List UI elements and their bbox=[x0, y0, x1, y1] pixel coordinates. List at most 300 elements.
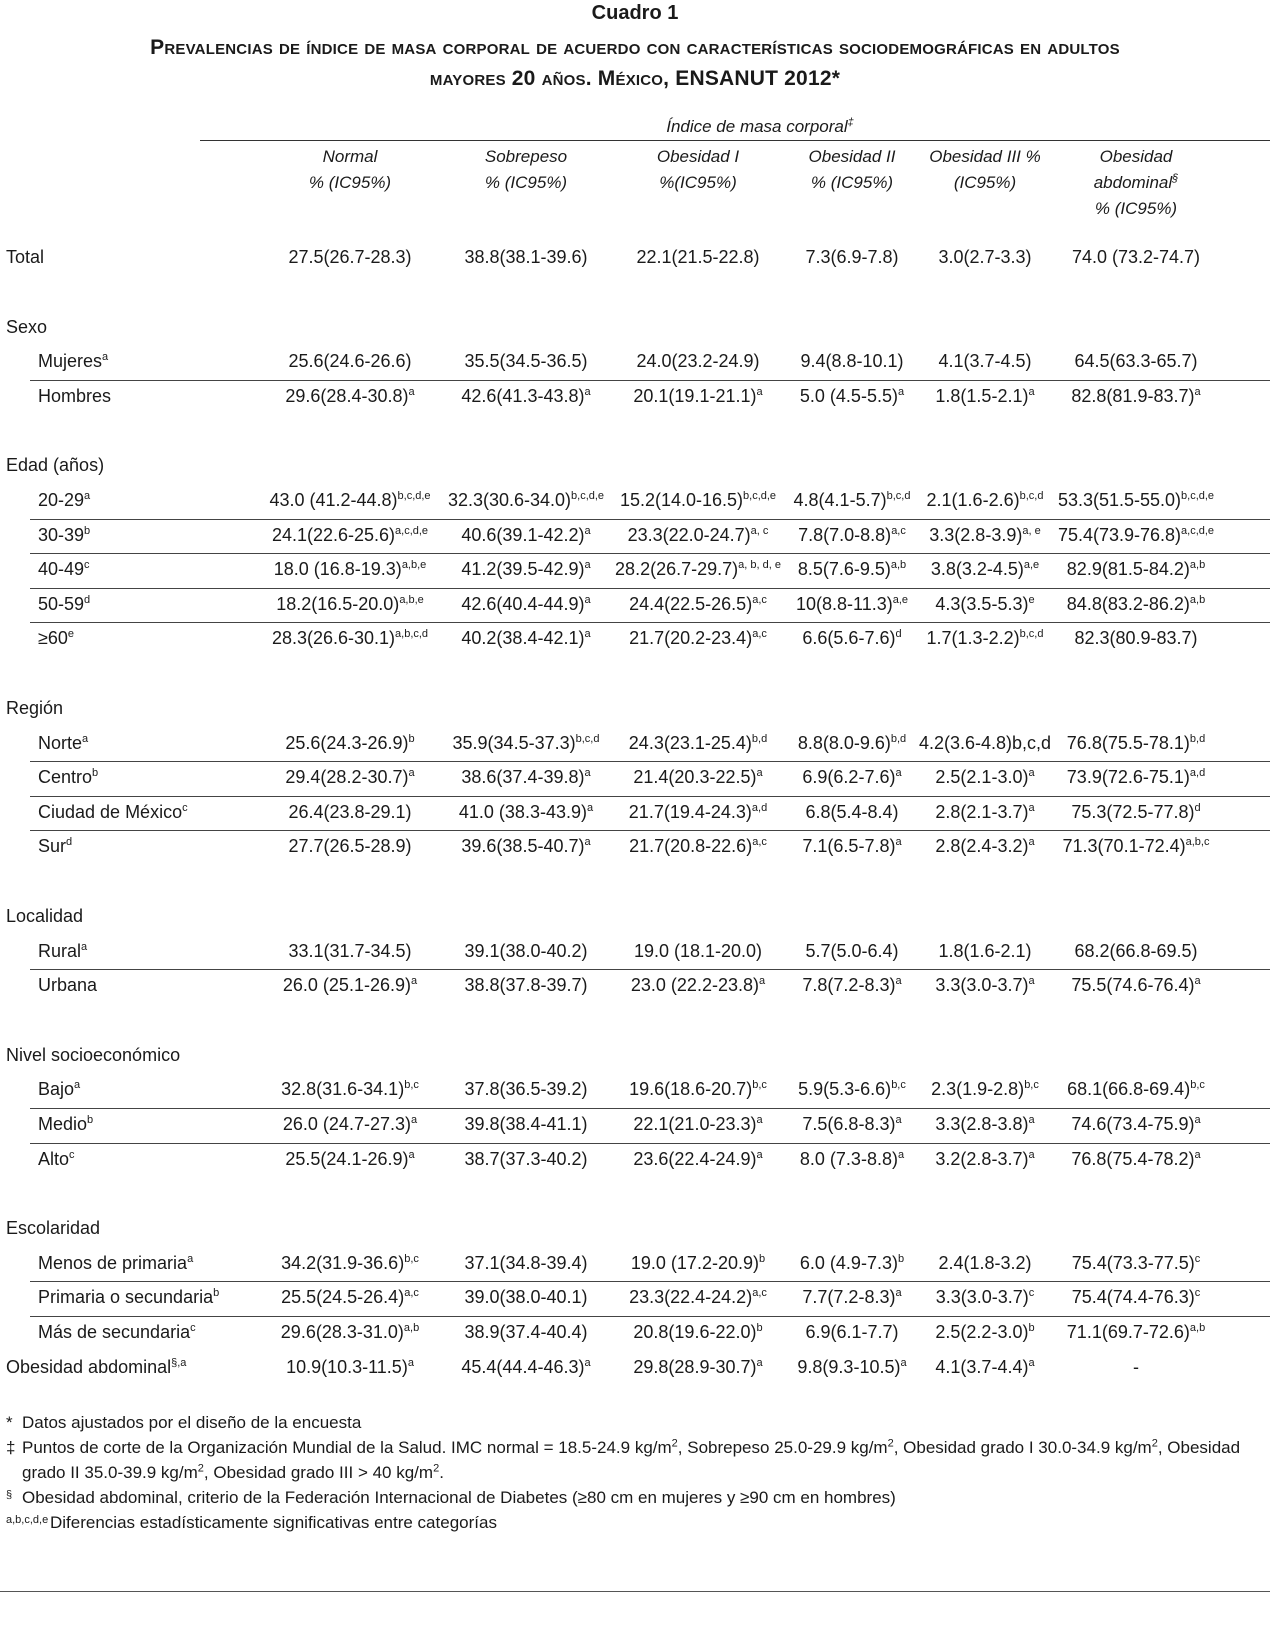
table-cell bbox=[1031, 733, 1241, 754]
table-cell bbox=[1031, 351, 1241, 372]
table-cell bbox=[1031, 767, 1241, 788]
cell-value: 40.6(39.1-42.2) bbox=[461, 524, 585, 545]
cell-value: 2.8(2.1-3.7) bbox=[935, 801, 1029, 822]
cell-value: - bbox=[1133, 1356, 1139, 1377]
table-cell bbox=[1031, 525, 1241, 546]
row-label-superscript: c bbox=[182, 801, 188, 814]
row-label-superscript: a bbox=[84, 490, 91, 502]
table-row bbox=[30, 519, 1270, 555]
cell-significance: a bbox=[408, 767, 415, 780]
row-label-text: Ciudad de México bbox=[38, 801, 183, 822]
cell-value: 22.1(21.5-22.8) bbox=[636, 247, 760, 267]
table-row bbox=[30, 1281, 1270, 1317]
cell-value: 73.9(72.6-75.1) bbox=[1066, 767, 1190, 788]
cell-value: 6.9(6.2-7.6) bbox=[802, 767, 896, 788]
cell-value: 74.6(73.4-75.9) bbox=[1071, 1114, 1195, 1134]
table-row bbox=[0, 1316, 1270, 1351]
row-label-text: 50-59 bbox=[38, 593, 85, 614]
cell-value: 82.3(80.9-83.7) bbox=[1074, 628, 1198, 649]
cell-value: 43.0 (41.2-44.8) bbox=[269, 490, 398, 510]
cell-significance: c bbox=[1028, 1287, 1035, 1300]
cell-value: 23.0 (22.2-23.8) bbox=[630, 975, 759, 996]
column-header-line-1: Normal bbox=[322, 147, 378, 166]
column-header-line-2-text: % (IC95%) bbox=[810, 173, 894, 192]
row-label bbox=[6, 247, 44, 268]
row-label-text: Sur bbox=[38, 836, 67, 857]
table-row bbox=[0, 380, 1270, 415]
section-title: Región bbox=[6, 698, 64, 718]
row-label-superscript: a bbox=[81, 940, 88, 953]
cell-value: 71.3(70.1-72.4) bbox=[1062, 836, 1186, 857]
table-cell bbox=[1031, 490, 1241, 511]
cell-significance: a,c bbox=[752, 836, 767, 849]
cell-value: 74.0 (73.2-74.7) bbox=[1071, 247, 1201, 267]
column-header-line-1: Sobrepeso bbox=[484, 147, 568, 166]
column-header-line-2-text: %(IC95%) bbox=[659, 173, 737, 192]
cell-significance: a bbox=[897, 385, 905, 398]
cell-significance: a bbox=[895, 767, 902, 780]
row-label-superscript: d bbox=[84, 593, 91, 606]
cell-significance: a bbox=[584, 385, 591, 398]
cell-value: 7.3(6.9-7.8) bbox=[805, 247, 899, 267]
cell-value: 19.6(18.6-20.7) bbox=[629, 1079, 753, 1100]
cell-value: 20.8(19.6-22.0) bbox=[633, 1322, 757, 1342]
section-title: Escolaridad bbox=[6, 1218, 101, 1239]
cell-value: 7.8(7.0-8.8) bbox=[798, 524, 892, 545]
cell-value: 5.7(5.0-6.4) bbox=[805, 940, 899, 961]
cell-value: 15.2(14.0-16.5) bbox=[619, 490, 744, 510]
cell-significance: a bbox=[1028, 385, 1035, 398]
cell-value: 3.3(2.8-3.8) bbox=[935, 1114, 1029, 1134]
cell-significance: a bbox=[897, 1148, 905, 1161]
cell-value: 53.3(51.5-55.0) bbox=[1057, 490, 1182, 510]
cell-significance: a, c bbox=[750, 524, 769, 537]
table-row bbox=[0, 1143, 1270, 1178]
cell-value: 41.2(39.5-42.9) bbox=[461, 559, 585, 580]
row-label bbox=[38, 1322, 196, 1343]
cell-value: 2.4(1.8-3.2) bbox=[938, 1252, 1032, 1273]
cell-significance: a bbox=[758, 975, 766, 988]
row-label-superscript: c bbox=[84, 559, 90, 572]
cell-value: 29.6(28.3-31.0) bbox=[280, 1322, 404, 1342]
row-label-text: Alto bbox=[38, 1148, 70, 1169]
column-header-line-1: Obesidad II bbox=[808, 147, 896, 166]
cell-significance: b,d bbox=[751, 732, 768, 745]
row-label bbox=[38, 975, 97, 996]
cell-value: 68.1(66.8-69.4) bbox=[1067, 1079, 1191, 1100]
cell-significance: a bbox=[584, 836, 591, 849]
superscript-2: 2 bbox=[1151, 1437, 1158, 1450]
cell-significance: c bbox=[1194, 1287, 1201, 1300]
cell-significance: a bbox=[895, 975, 902, 988]
superscript-2: 2 bbox=[887, 1437, 894, 1450]
cell-significance: b,d bbox=[1189, 732, 1206, 745]
cell-value: 7.5(6.8-8.3) bbox=[802, 1114, 896, 1134]
table-cell bbox=[1031, 628, 1241, 649]
cell-value: 1.8(1.6-2.1) bbox=[938, 940, 1032, 961]
cell-significance: a bbox=[1028, 801, 1035, 814]
footnote-1-mark: * bbox=[6, 1413, 13, 1432]
table-row bbox=[30, 727, 1270, 763]
cell-significance: a bbox=[408, 385, 415, 398]
cell-value: 18.0 (16.8-19.3) bbox=[273, 559, 402, 580]
cell-significance: a,e bbox=[1023, 559, 1040, 572]
footnote-2-text-e: , Obesidad grado III > 40 kg/m bbox=[203, 1463, 434, 1482]
cell-significance: a,e bbox=[892, 593, 909, 606]
cell-value: 21.7(20.2-23.4) bbox=[629, 628, 753, 649]
row-label bbox=[38, 559, 90, 580]
footnote-2-text-a: Puntos de corte de la Organización Mundial de la Salud. IMC normal = 18.5-24.9 kg/m bbox=[22, 1438, 672, 1457]
cell-value: 38.8(38.1-39.6) bbox=[464, 247, 588, 267]
cell-value: 3.0(2.7-3.3) bbox=[938, 247, 1032, 267]
cell-significance: a bbox=[895, 836, 902, 849]
column-header-line-2-text: abdominal bbox=[1093, 173, 1173, 192]
cell-value: 4.8(4.1-5.7) bbox=[793, 490, 887, 510]
cell-value: 28.2(26.7-29.7) bbox=[615, 559, 739, 580]
cell-value: 7.8(7.2-8.3) bbox=[802, 975, 896, 996]
table-row bbox=[0, 1351, 1270, 1386]
row-label bbox=[38, 628, 74, 649]
row-label bbox=[38, 351, 108, 372]
cell-value: 26.0 (25.1-26.9) bbox=[282, 975, 411, 996]
header-rule bbox=[200, 140, 1270, 141]
cell-value: 26.4(23.8-29.1) bbox=[288, 801, 412, 822]
table-row bbox=[30, 588, 1270, 624]
table-row bbox=[30, 1073, 1270, 1109]
cell-significance: a, e bbox=[1022, 524, 1041, 537]
footnote-3-mark: § bbox=[6, 1489, 13, 1501]
cell-value: 2.1(1.6-2.6) bbox=[926, 490, 1020, 510]
column-header bbox=[265, 144, 435, 196]
cell-significance: a bbox=[1194, 1114, 1201, 1126]
cell-significance: b,c,d bbox=[886, 490, 911, 502]
row-label-text: Mujeres bbox=[38, 351, 103, 372]
table-cell bbox=[1031, 1114, 1241, 1135]
cell-significance: a bbox=[756, 385, 763, 398]
cell-value: 28.3(26.6-30.1) bbox=[271, 628, 396, 649]
table-cell bbox=[1031, 802, 1241, 823]
superscript-2: 2 bbox=[433, 1462, 440, 1475]
cell-significance: a,c,d,e bbox=[1181, 524, 1215, 537]
cell-value: 75.4(73.9-76.8) bbox=[1057, 524, 1182, 545]
row-label-text: Norte bbox=[38, 732, 83, 753]
cell-significance: b bbox=[758, 1252, 766, 1265]
cell-significance: a bbox=[1028, 975, 1035, 988]
cell-value: 8.8(8.0-9.6) bbox=[797, 732, 891, 753]
table-number: Cuadro 1 bbox=[591, 2, 679, 24]
cell-significance: a bbox=[584, 1356, 591, 1369]
imc-group-label: Índice de masa corporal bbox=[666, 117, 848, 136]
footnote-4-mark: a,b,c,d,e bbox=[6, 1514, 49, 1526]
cell-value: 27.7(26.5-28.9) bbox=[288, 836, 412, 857]
column-header-line-2 bbox=[613, 170, 783, 196]
cell-significance: a bbox=[900, 1356, 907, 1369]
cell-significance: d bbox=[895, 628, 902, 641]
table-row bbox=[0, 830, 1270, 865]
cell-significance: a,c bbox=[752, 593, 767, 606]
cell-value: 34.2(31.9-36.6) bbox=[281, 1252, 405, 1273]
cell-value: 35.9(34.5-37.3) bbox=[452, 732, 576, 753]
cell-significance: a bbox=[1028, 767, 1035, 780]
cell-value: 6.0 (4.9-7.3) bbox=[799, 1252, 898, 1273]
cell-significance: a bbox=[1028, 836, 1035, 849]
cell-significance: b,c,d bbox=[1019, 490, 1044, 502]
cell-value: 3.3(3.0-3.7) bbox=[935, 975, 1029, 996]
cell-value: 1.7(1.3-2.2) bbox=[926, 628, 1020, 649]
cell-significance: b,c,d bbox=[1019, 628, 1044, 641]
row-label bbox=[38, 386, 111, 407]
row-label bbox=[38, 525, 90, 546]
bottom-rule bbox=[0, 1591, 1270, 1592]
row-label bbox=[38, 1079, 80, 1100]
cell-value: 45.4(44.4-46.3) bbox=[461, 1356, 585, 1377]
row-label-superscript: a bbox=[82, 732, 89, 745]
cell-value: 10(8.8-11.3) bbox=[795, 593, 893, 614]
cell-significance: a bbox=[756, 1148, 763, 1161]
table-title-line-2: mayores 20 años. México, ENSANUT 2012* bbox=[429, 67, 841, 90]
cell-value: 39.8(38.4-41.1) bbox=[464, 1114, 588, 1134]
column-header-line-2-text: (IC95%) bbox=[953, 173, 1017, 192]
cell-significance: a bbox=[586, 801, 594, 814]
cell-value: 76.8(75.5-78.1) bbox=[1066, 732, 1190, 753]
cell-value: 29.8(28.9-30.7) bbox=[633, 1356, 757, 1377]
cell-significance: a bbox=[410, 975, 418, 988]
cell-value: 75.4(74.4-76.3) bbox=[1071, 1287, 1195, 1308]
cell-value: 10.9(10.3-11.5) bbox=[286, 1356, 408, 1377]
column-header bbox=[613, 144, 783, 196]
cell-value: 76.8(75.4-78.2) bbox=[1071, 1148, 1195, 1169]
cell-value: 42.6(41.3-43.8) bbox=[461, 385, 585, 406]
cell-value: 9.4(8.8-10.1) bbox=[800, 351, 904, 372]
cell-significance: a bbox=[1194, 1148, 1201, 1161]
footnote-3 bbox=[6, 1485, 1266, 1510]
table-title-line-1: Prevalencias de índice de masa corporal de acuerdo con características sociodemográficas en adultos bbox=[150, 36, 1120, 59]
cell-value: 8.5(7.6-9.5) bbox=[797, 559, 891, 580]
cell-value: 75.3(72.5-77.8) bbox=[1071, 801, 1195, 822]
row-label bbox=[38, 1114, 93, 1135]
cell-value: 82.8(81.9-83.7) bbox=[1071, 385, 1195, 406]
column-header-line-2 bbox=[1051, 170, 1221, 196]
superscript-2: 2 bbox=[671, 1437, 678, 1450]
cell-value: 22.1(21.0-23.3) bbox=[633, 1114, 757, 1134]
row-label-text: 20-29 bbox=[38, 490, 85, 510]
cell-significance: a,b,e bbox=[401, 559, 427, 572]
cell-significance: a,b bbox=[1189, 593, 1206, 606]
cell-value: 19.0 (18.1-20.0) bbox=[633, 940, 763, 961]
cell-value: 20.1(19.1-21.1) bbox=[633, 385, 757, 406]
column-header-line-2 bbox=[915, 170, 1055, 196]
cell-value: 40.2(38.4-42.1) bbox=[461, 628, 585, 649]
cell-value: 23.6(22.4-24.9) bbox=[633, 1148, 757, 1169]
column-header bbox=[1051, 144, 1221, 222]
cell-value: 3.3(2.8-3.9) bbox=[929, 524, 1023, 545]
cell-significance: a bbox=[584, 524, 591, 537]
footnote-2-text-d: , Obesidad grado II 35.0-39.9 kg/m bbox=[22, 1438, 1241, 1482]
cell-value: 19.0 (17.2-20.9) bbox=[630, 1252, 759, 1273]
cell-significance: a bbox=[408, 1148, 415, 1161]
cell-significance: a,b bbox=[1189, 1322, 1206, 1334]
section-title: Edad (años) bbox=[6, 455, 105, 476]
table-cell bbox=[1031, 594, 1241, 615]
cell-significance: a bbox=[410, 1114, 418, 1126]
cell-significance: a bbox=[407, 1356, 414, 1369]
footnotes bbox=[6, 1410, 1266, 1535]
cell-value: 68.2(66.8-69.5) bbox=[1074, 940, 1198, 961]
row-label-text: Centro bbox=[38, 767, 93, 788]
cell-value: 38.8(37.8-39.7) bbox=[464, 975, 588, 996]
cell-value: 39.6(38.5-40.7) bbox=[461, 836, 585, 857]
cell-value: 6.8(5.4-8.4) bbox=[805, 801, 899, 822]
table-cell bbox=[1031, 559, 1241, 580]
column-header-line-2-text: % (IC95%) bbox=[308, 173, 392, 192]
row-label-superscript: b bbox=[92, 767, 99, 780]
cell-significance: b,c bbox=[404, 1079, 419, 1092]
row-label-text: ≥60 bbox=[38, 628, 68, 649]
cell-significance: b,c,d bbox=[575, 732, 600, 745]
table-row bbox=[30, 935, 1270, 971]
cell-value: 24.0(23.2-24.9) bbox=[636, 351, 760, 372]
cell-value: 8.0 (7.3-8.8) bbox=[799, 1148, 898, 1169]
row-label-superscript: b bbox=[213, 1287, 220, 1300]
section-title: Sexo bbox=[6, 316, 48, 337]
table-row bbox=[30, 553, 1270, 589]
cell-value: 32.8(31.6-34.1) bbox=[281, 1079, 405, 1100]
cell-value: 3.8(3.2-4.5) bbox=[930, 559, 1024, 580]
cell-significance: b,c bbox=[1024, 1079, 1039, 1092]
row-label-text: 40-49 bbox=[38, 559, 85, 580]
cell-significance: b,d bbox=[890, 732, 907, 745]
cell-significance: c bbox=[1194, 1252, 1201, 1265]
cell-value: 25.6(24.3-26.9) bbox=[285, 732, 409, 753]
table-cell bbox=[1031, 386, 1241, 407]
cell-value: 2.3(1.9-2.8) bbox=[931, 1079, 1025, 1100]
row-label-text: Bajo bbox=[38, 1079, 75, 1100]
footnote-1 bbox=[6, 1410, 1266, 1435]
row-label-text: Rural bbox=[38, 940, 82, 961]
cell-significance: b,c bbox=[752, 1079, 767, 1092]
cell-value: 3.3(3.0-3.7) bbox=[935, 1287, 1029, 1308]
cell-value: 35.5(34.5-36.5) bbox=[464, 351, 588, 372]
row-label bbox=[38, 1149, 75, 1170]
footnote-3-text: Obesidad abdominal, criterio de la Federación Internacional de Diabetes (≥80 cm en mujeres y ≥90 cm en hombres) bbox=[22, 1488, 896, 1507]
cell-significance: a bbox=[756, 1114, 763, 1126]
cell-significance: a bbox=[895, 1287, 902, 1300]
cell-significance: a bbox=[1194, 975, 1201, 988]
column-header-line-1: Obesidad bbox=[1099, 147, 1173, 166]
cell-value: 37.8(36.5-39.2) bbox=[464, 1079, 588, 1100]
cell-value: 23.3(22.4-24.2) bbox=[629, 1287, 753, 1308]
row-label bbox=[38, 941, 87, 962]
imc-group-header bbox=[600, 117, 920, 137]
cell-value: 4.2(3.6-4.8)b,c,d bbox=[918, 732, 1052, 753]
row-label-text: Menos de primaria bbox=[38, 1252, 188, 1273]
table-cell bbox=[1031, 836, 1241, 857]
cell-value: 38.9(37.4-40.4) bbox=[464, 1322, 588, 1342]
row-label-text: Primaria o secundaria bbox=[38, 1287, 214, 1308]
section-title: Localidad bbox=[6, 906, 84, 926]
footnote-2-text-b: , Sobrepeso 25.0-29.9 kg/m bbox=[677, 1438, 888, 1457]
cell-value: 7.7(7.2-8.3) bbox=[802, 1287, 896, 1308]
cell-value: 25.6(24.6-26.6) bbox=[288, 351, 412, 372]
row-label bbox=[38, 836, 72, 857]
cell-significance: a bbox=[756, 767, 763, 780]
cell-significance: d bbox=[1194, 801, 1201, 814]
cell-value: 75.4(73.3-77.5) bbox=[1071, 1252, 1195, 1273]
cell-value: 21.7(19.4-24.3) bbox=[628, 801, 752, 822]
table-cell bbox=[1031, 1079, 1241, 1100]
table-row bbox=[0, 241, 1270, 276]
column-header bbox=[782, 144, 922, 196]
cell-significance: a bbox=[584, 628, 591, 641]
row-label-superscript: c bbox=[69, 1148, 75, 1161]
cell-value: 21.4(20.3-22.5) bbox=[633, 767, 757, 788]
row-label-text: Obesidad abdominal bbox=[6, 1356, 172, 1377]
table-cell bbox=[1031, 1149, 1241, 1170]
row-label-text: 30-39 bbox=[38, 524, 85, 545]
column-header bbox=[915, 144, 1055, 196]
row-label bbox=[38, 733, 88, 754]
cell-significance: a,b bbox=[890, 559, 907, 572]
table-cell bbox=[1031, 1253, 1241, 1274]
cell-value: 33.1(31.7-34.5) bbox=[288, 940, 412, 961]
cell-value: 29.6(28.4-30.8) bbox=[285, 385, 409, 406]
row-label bbox=[6, 1357, 186, 1378]
cell-significance: b,c,d,e bbox=[743, 490, 777, 502]
cell-significance: a,d bbox=[1189, 767, 1206, 780]
footnote-2-text-c: , Obesidad grado I 30.0-34.9 kg/m bbox=[893, 1438, 1152, 1457]
cell-value: 5.9(5.3-6.6) bbox=[798, 1079, 892, 1100]
cell-value: 9.8(9.3-10.5) bbox=[797, 1356, 901, 1377]
row-label-text: Medio bbox=[38, 1114, 88, 1134]
table-row bbox=[30, 796, 1270, 832]
cell-significance: a bbox=[895, 1114, 902, 1126]
footnote-1-text: Datos ajustados por el diseño de la encuesta bbox=[22, 1413, 362, 1432]
cell-significance: a bbox=[1028, 1114, 1035, 1126]
cell-value: 29.4(28.2-30.7) bbox=[285, 767, 409, 788]
cell-significance: a bbox=[756, 1356, 763, 1369]
table-row bbox=[0, 622, 1270, 657]
table-cell bbox=[1031, 975, 1241, 996]
table-row bbox=[30, 761, 1270, 797]
row-label-superscript: a bbox=[187, 1252, 194, 1265]
row-label-text: Urbana bbox=[38, 975, 98, 996]
cell-significance: a,b bbox=[1189, 559, 1206, 572]
cell-value: 64.5(63.3-65.7) bbox=[1074, 351, 1198, 372]
footnote-4 bbox=[6, 1510, 1266, 1535]
cell-significance: b,c,d,e bbox=[397, 490, 431, 502]
cell-value: 75.5(74.6-76.4) bbox=[1071, 975, 1195, 996]
table-row bbox=[30, 484, 1270, 520]
cell-value: 26.0 (24.7-27.3) bbox=[282, 1114, 411, 1134]
cell-value: 25.5(24.5-26.4) bbox=[281, 1287, 405, 1308]
cell-significance: a,d bbox=[751, 801, 768, 814]
row-label-text: Hombres bbox=[38, 385, 112, 406]
cell-significance: e bbox=[1028, 593, 1035, 606]
cell-value: 24.4(22.5-26.5) bbox=[629, 593, 753, 614]
footnote-2 bbox=[6, 1435, 1266, 1485]
cell-value: 32.3(30.6-34.0) bbox=[447, 490, 572, 510]
table-row bbox=[30, 1247, 1270, 1283]
column-header bbox=[441, 144, 611, 196]
cell-value: 6.6(5.6-7.6) bbox=[802, 628, 896, 649]
footnote-2-mark: ‡ bbox=[6, 1438, 16, 1457]
cell-significance: b,c bbox=[404, 1252, 419, 1265]
cell-value: 84.8(83.2-86.2) bbox=[1066, 593, 1190, 614]
cell-value: 38.7(37.3-40.2) bbox=[464, 1148, 588, 1169]
cell-value: 4.1(3.7-4.5) bbox=[938, 351, 1032, 372]
cell-value: 38.6(37.4-39.8) bbox=[461, 767, 585, 788]
row-label bbox=[38, 490, 90, 511]
